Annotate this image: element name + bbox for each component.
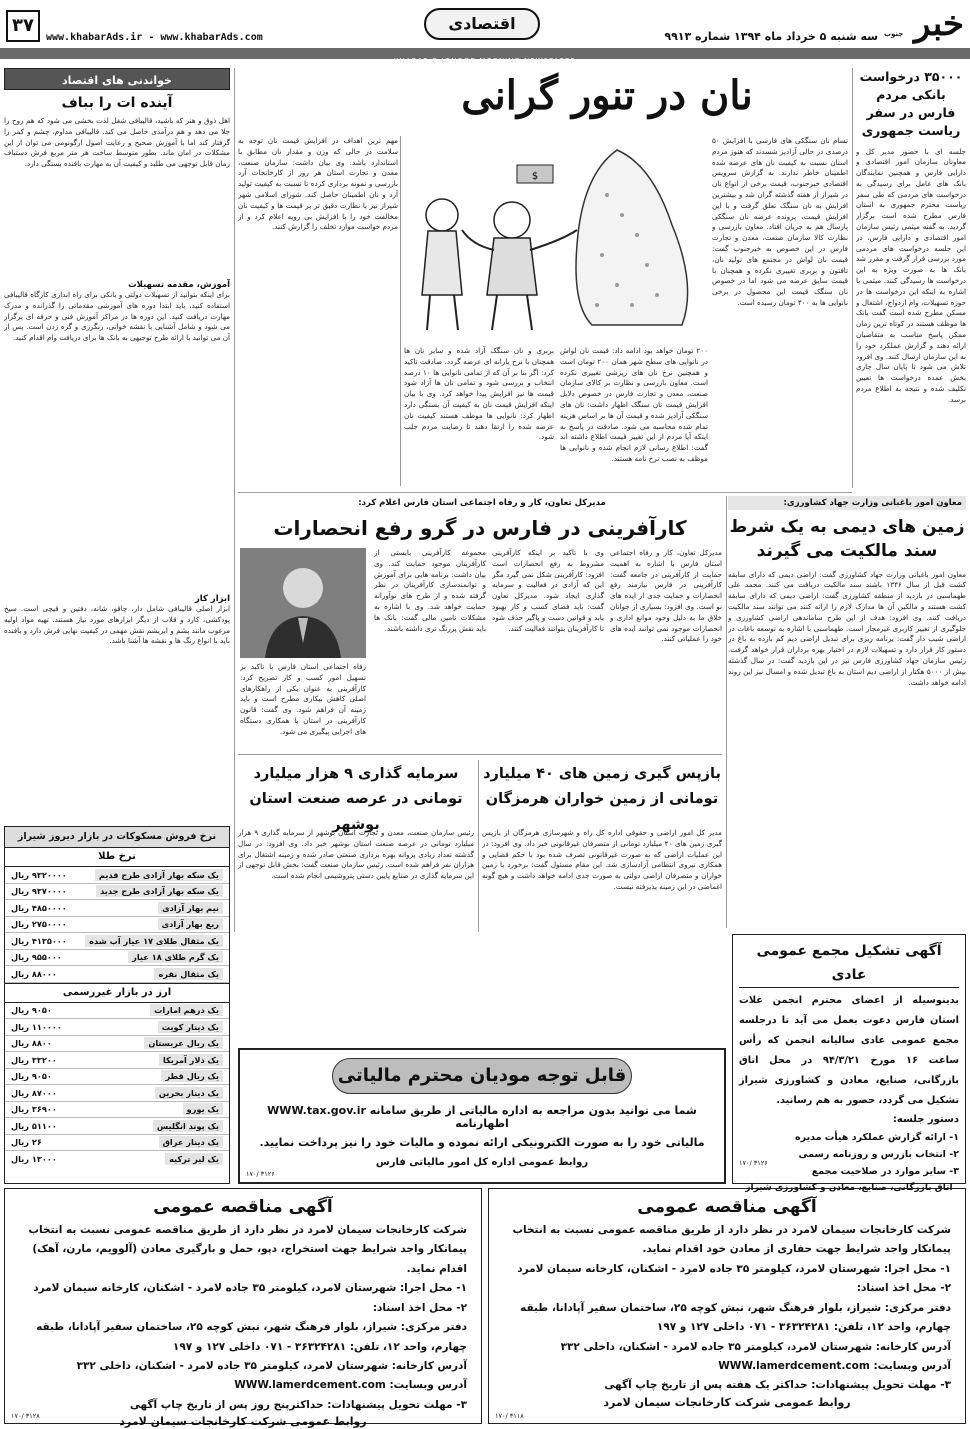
entrepreneurship-kicker: مدیرکل تعاون، کار و رفاه اجتماعی استان فارس اعلام کرد: [358, 498, 606, 508]
logo [884, 2, 964, 46]
price-row: یک مثقال طلای ۱۷ عیار آب شده ۴۱۳۵۰۰۰ ریال [5, 933, 229, 950]
price-table [4, 826, 230, 1184]
bread-story-col3: بربری و نان سنگک آزاد شده و سایر نان ها همچنان با نرخ یارانه ای عرضه گردد. صادقت تاکید کرد: اگر بنا بر آن که از تمامی نانوایی ها ۱۰ درصد انتخاب و بررسی شود و تمامی نان ها آزاد شود قیمت ها نیز افزایش پیدا خواهد کرد. وی با بیان اینکه افزایش قیمت نان به کیفیت آن بستگی دارد اظهار کرد: نانوایی ها موظف هستند کیفیت نان عرضه شده را ارتقا دهند تا رضایت مردم جلب شود. [404, 346, 554, 442]
tax-ad-line2: مالیاتی خود را به صورت الکترونیکی ارائه نموده و مالیات خود را نیز پرداخت نمایید. [259, 1136, 705, 1149]
entrepreneurship-col3: مجموعه کارآفرینی بایستی از کارآفرینان موجود حمایت کند. وی بیان داشت: برنامه هایی برای آموزش و توانمندسازی کارآفرینان در نظر گرفته شده و از طرح های نوآورانه حمایت خواهد شد. وی با اشاره به مشکلات تامین مالی گفت: بانک ها باید نقش پررنگ تری داشته باشند. [374, 548, 486, 633]
price-row: نیم بهار آزادی ۴۸۵۰۰۰۰ ریال [5, 900, 229, 917]
entrepreneurship-col1: مدیرکل تعاون، کار و رفاه اجتماعی استان فارس با اشاره به اهمیت حمایت از کارآفرینی در جامعه گفت: کارآفرینی در فارس نیازمند رفع انحصارات و حمایت جدی از ایده های نو است. وی افزود: بسیاری از جوانان خلاق ما به دلیل وجود موانع اداری و انحصارات موجود نمی توانند ایده های خود را عملیاتی کنند. [610, 548, 722, 644]
divider [726, 496, 727, 928]
tender-left-intro: شرکت کارخانجات سیمان لامرد در نظر دارد از طریق مناقصه عمومی نسبت به انتخاب پیمانکار واجد شرایط جهت استخراج، دپو، حمل و بارگیری معادن (آلوویم، مارن، آهک) اقدام نماید. [28, 1224, 467, 1275]
assembly-ad-intro: بدینوسیله از اعضای محترم انجمن غلات استان فارس دعوت بعمل می آید تا درجلسه مجمع عمومی عادی سالیانه انجمن که رأس ساعت ۱۶ مورخ ۹۴/۳/۲۱ در محل اتاق بازرگانی، صنایع، معادن و کشاورزی شیراز تشکیل می گردد، حضور به هم رسانید. [739, 995, 960, 1107]
tender-left-site: ۱- محل اجرا: شهرستان لامرد، کیلومتر ۳۵ جاده لامرد - اشکنان، کارخانه سیمان لامرد [33, 1282, 467, 1295]
assembly-ad-agenda-title: دستور جلسه: [892, 1114, 959, 1126]
price-row: یک لیر ترکیه ۱۳۰۰۰ ریال [5, 1151, 229, 1168]
ad-code: ۳۱۲۸ /۱۷۰ [11, 1412, 40, 1420]
divider [238, 492, 852, 493]
right-story-body: جلسه ای با حضور مدیر کل و معاونان سازمان امور اقتصادی و دارایی فارس و همچنین نمایندگان بانک های عامل برای رسیدگی به درخواست های مردمی که طی سفر ریاست محترم جمهوری به استان فارس مطرح شده است برگزار گردید. به گفته میثمی رئیس سازمان امور اقتصادی و دارایی فارس، در این جلسه درخواست های مردمی مورد بررسی قرار گرفت و مقرر شد بانک ها به صورت ویژه به این درخواست ها رسیدگی کنند. میثمی با اشاره به اینکه این درخواست ها در حوزه تسهیلات، وام ازدواج، اشتغال و مسکن مطرح شده است گفت بانک ها موظف هستند در کوتاه ترین زمان ممکن پاسخ مناسب به متقاضیان ارائه دهند و گزارش عملکرد خود را به این سازمان ارسال کنند. وی افزود تلاش می شود تا پایان سال جاری بخش عمده درخواست ها تعیین تکلیف شده و نتیجه به اطلاع مردم برسد. [856, 146, 966, 404]
bread-illustration [402, 135, 708, 343]
debt-story-body: مدیر کل امور اراضی و حقوقی اداره کل راه و شهرسازی هرمزگان از بازپس گیری زمین های ۴۰ میلیارد تومانی از متصرفان غیرقانونی خبر داد. وی افزود: در این عملیات اراضی که به صورت غیرقانونی تصرف شده بود با حکم قضایی و همکاری نیروی انتظامی آزادسازی شد. این مقام مسئول گفت: برخورد با زمین خواران و متصرفان اراضی دولتی به صورت جدی ادامه خواهد داشت و هیچ گونه اغماضی در این زمینه پذیرفته نیست. [482, 828, 722, 891]
portrait-photo [240, 548, 366, 658]
tender-left-signature: روابط عمومی شرکت کارخانجات سیمان لامرد [119, 1415, 367, 1429]
divider [852, 68, 853, 488]
tender-right-deadline: ۳- مهلت تحویل پیشنهادات: حداکثر یک هفته پس از تاریخ چاپ آگهی [604, 1379, 951, 1392]
price-row: یک گرم طلای ۱۸ عیار ۹۵۵۰۰۰ ریال [5, 950, 229, 967]
price-row: یک دلار آمریکا ۳۳۲۰۰ ریال [5, 1052, 229, 1069]
economy-box [4, 68, 230, 820]
page-number: ۳۷ [6, 10, 40, 42]
logo-text: خبر [913, 4, 964, 44]
gold-title: نرخ طلا [5, 848, 229, 867]
tender-right-title: آگهی مناقصه عمومی [637, 1197, 817, 1217]
tender-right-factory: آدرس کارخانه: شهرستان لامرد، کیلومتر ۳۵ جاده لامرد - اشکنان، داخلی ۳۳۲ [560, 1340, 951, 1353]
economy-box-body2: برای اینکه بتوانید از تسهیلات دولتی و بانکی برای راه اندازی کارگاه قالیبافی استفاده کنید، باید ابتدا دوره های آموزشی مقدماتی را گذرانده و مدرک مهارت دریافت کنید. این دوره ها در مراکز آموزش فنی و حرفه ای برگزار می شود و شامل آشنایی با نقشه خوانی، رنگرزی و گره زدن است. پس از آن می توانید با ارائه طرح توجیهی به بانک ها برای دریافت وام اقدام کنید. [4, 290, 230, 343]
tender-left-title: آگهی مناقصه عمومی [153, 1197, 333, 1217]
price-row: یک سکه بهار آزادی طرح قدیم ۹۳۲۰۰۰۰ ریال [5, 867, 229, 884]
tender-right-intro: شرکت کارخانجات سیمان لامرد در نظر دارد از طریق مناقصه عمومی نسبت به انتخاب پیمانکار واجد شرایط جهت حفاری از معادن خود اقدام نماید. [512, 1224, 951, 1256]
price-row: یک ریال قطر ۹۰۵۰ ریال [5, 1069, 229, 1086]
tax-ad-title: قابل توجه مودیان محترم مالیاتی [332, 1058, 632, 1094]
cartoon-icon [402, 135, 708, 343]
price-row: یک سکه بهار آزادی طرح جدید ۹۳۷۰۰۰۰ ریال [5, 884, 229, 901]
tender-right-office: دفتر مرکزی: شیراز، بلوار فرهنگ شهر، نبش کوچه ۲۵، ساختمان سفیر آپادانا، طبقه چهارم، واحد ۱۲، تلفن: ۳۶۳۲۴۲۸۱ - ۰۷۱ داخلی ۱۲۷ و ۱۹۷ [520, 1301, 951, 1334]
price-row: ربع بهار آزادی ۲۷۵۰۰۰۰ ریال [5, 917, 229, 934]
price-row: یک دینار عراق ۲۶ ریال [5, 1135, 229, 1152]
tax-ad [238, 1048, 726, 1184]
economy-box-subheading: ابزار کار [194, 594, 230, 604]
entrepreneurship-col2: وی با تاکید بر اینکه کارآفرینی مشروط به رفع انحصارات است افزود: کارآفرینی شکل نمی گیرد مگر این که آزادی در فعالیت و سرمایه گذاری ایجاد شود. مدیرکل تعاون گفت: باید فضای کسب و کار بهبود یابد و قوانین دست و پاگیر حذف شود تا کارآفرینان بتوانند فعالیت کنند. [492, 548, 604, 633]
price-row: یک پوند انگلیس ۵۱۱۰۰ ریال [5, 1118, 229, 1135]
bread-story-col4: مهم ترین اهداف در افزایش قیمت نان توجه به سلامت در حالی که وزن و مقدار نان مطابق با استاندارد باشد. وی بیان داشت: سازمان صنعت، معدن و تجارت استان هر روز از کارخانجات آرد بازرسی و نمونه برداری کرده تا نسبت به کیفیت تولید آرد و نان اطمینان حاصل کند. شورای اسلامی شهر شیراز نیز با نظارت دقیق تر بر قیمت ها و کیفیت نان مخالفت خود را با افزایش بی رویه اعلام کرد و از مردم خواست موارد تخلف را گزارش کنند. [238, 136, 398, 232]
tender-right-site: ۱- محل اجرا: شهرستان لامرد، کیلومتر ۳۵ جاده لامرد - اشکنان، کارخانه سیمان لامرد [517, 1262, 951, 1275]
economy-box-body: اهل ذوق و هنر که باشید، قالیبافی شغل لذت بخشی می شود که هم روح را جلا می دهد و هم درآمدی حاصل می کند. قالیبافی مداوم، چشم و کمر را گرفتار کند اما با آموزش صحیح و رعایت اصول ارگونومی می توان از این مشکلات در امان ماند. بطور متوسط ساخت هر متر مربع فرش دستباف زمان قابل توجهی می طلبد و کیفیت آن به مهارت بافنده بستگی دارد. [4, 116, 230, 169]
right-story [856, 68, 966, 488]
tender-right-website-row: آدرس وبسایت: WWW.lamerdcement.com [489, 1357, 965, 1376]
assembly-ad-title: آگهی تشکیل مجمع عمومی عادی [739, 939, 959, 988]
lead-headline: نان در تنور گرانی [461, 72, 753, 119]
tender-left-website[interactable]: WWW.lamerdcement.com [234, 1379, 386, 1392]
price-row: یک دینار بحرین ۸۷۰۰۰ ریال [5, 1085, 229, 1102]
fx-list [5, 1003, 229, 1168]
price-row: یک دینار کویت ۱۱۰۰۰۰ ریال [5, 1019, 229, 1036]
investment-story-body: رئیس سازمان صنعت، معدن و تجارت استان بوشهر از سرمایه گذاری ۹ هزار میلیارد تومانی در عرصه صنعت استان بوشهر خبر داد. وی افزود: در سال گذشته تعداد زیادی پروانه بهره برداری صنعتی صادر شده و زمینه اشتغال برای هزاران نفر فراهم شده است. رئیس سازمان صنعت گفت: بخش قابل توجهی از این سرمایه گذاری در صنایع پایین دستی پتروشیمی انجام شده است. [238, 828, 474, 881]
debt-story-headline: بازپس گیری زمین های ۴۰ میلیارد تومانی از زمین خواران هرمزگان [483, 766, 721, 808]
tender-left-website-row: آدرس وبسایت: WWW.lamerdcement.com [5, 1376, 481, 1395]
gold-list [5, 867, 229, 983]
website-url[interactable]: www.khabarAds.ir - www.khabarAds.com [46, 32, 263, 43]
economy-box-headline: آینده ات را بباف [61, 95, 173, 111]
person-icon [240, 548, 366, 658]
tender-right [488, 1188, 966, 1424]
agenda-item: ۲- انتخاب بازرس و روزنامه رسمی [798, 1149, 959, 1161]
entrepreneurship-headline: کارآفرینی در فارس در گرو رفع انحصارات [273, 516, 687, 540]
investment-story-headline: سرمایه گذاری ۹ هزار میلیارد تومانی در عرصه صنعت استان بوشهر [249, 766, 463, 833]
english-band: KHABAR-E-JONOOB MORNING NEWSPAPER [0, 48, 970, 59]
land-story-headline: زمین های دیمی به یک شرط سند مالکیت می گیرند [729, 517, 965, 561]
entrepreneurship-col4: رفاه اجتماعی استان فارس با تاکید بر تسهیل امور کسب و کار تصریح کرد: کارآفرینی به عنوان یکی از راهکارهای اصلی کاهش بیکاری مطرح است و باید زمینه آن فراهم شود. وی گفت: قانون کارآفرینی در استان با همکاری دستگاه های اجرایی پیگیری می شود. [240, 662, 366, 736]
bread-story-col2: ۲۰۰ تومان خواهد بود ادامه داد: قیمت نان لواش در نانوایی های سطح شهر همان ۲۰۰ تومان است و همچنین نرخ نان های ریزشی تغییری نکرده است. معاون بازرسی و نظارت بر کالای سازمان صنعت، معدن و تجارت فارس در خصوص دلایل افزایش قیمت نان سنگک اظهار داشت: نان های سنگکی آزادپز شده و قیمت آن ها بر اساس هزینه تمام شده محاسبه می شود. صادقت در پاسخ به اینکه آیا مردم از این تغییر قیمت اطلاع داشته اند گفت: اطلاع رسانی لازم انجام شده و نانوایی ها موظف به نصب نرخ نامه هستند. [560, 346, 708, 463]
agenda-item: ۳- سایر موارد در صلاحیت مجمع [811, 1166, 959, 1178]
tender-right-docs-title: ۲- محل اخذ اسناد: [856, 1282, 951, 1295]
price-row: یک مثقال نقره ۸۸۰۰۰ ریال [5, 966, 229, 983]
section-label: اقتصادی [424, 8, 540, 40]
ad-code: ۳۱۲۶ /۱۷۰ [246, 1170, 275, 1178]
land-story-kicker: معاون امور باغبانی وزارت جهاد کشاورزی: [728, 496, 966, 510]
price-table-title: نرخ فروش مسکوکات در بازار دیروز شیراز [5, 827, 229, 848]
ad-code: ۳۱۱۸ /۱۷۰ [495, 1412, 524, 1420]
logo-subtext: جنوب [884, 30, 904, 38]
bread-story-col1: تسام نان سنگکی های فارسی با افزایش ۵۰ درصدی در حالی آزادپز شسدند که هنوز مردم استان نسبت به کیفیت نان های عرضه شده اطمینان خاطر ندارند. به گزارش سرویس اقتصادی خبرجنوب، قیمت برخی از انواع نان در شیراز از هفته گذشته گران شد و بیشترین افزایش به نان سنگک تعلق گرفت و با این افزایش قیمت، پرونده عرضه نان سنگکی پارسال هم به جریان افتاد. معاون بازرسی و نظارت کالا سازمان صنعت، معدن و تجارت فارس در این خصوص به خبرجنوب گفت: قیمت نان لواش در مجتمع های تولید نان، تافتون و بربری تغییری نکرده و همچنان با قیمت سابق عرضه می شود اما در خصوص نان سنگک قیمت این محصول در برخی نانوایی ها به ۴۰۰ تومان رسیده است. [712, 136, 848, 307]
divider [238, 754, 722, 755]
svg-text:$: $ [531, 171, 539, 182]
price-row: یک یورو ۳۶۹۰۰ ریال [5, 1102, 229, 1119]
price-row: یک ریال عربستان ۸۸۰۰ ریال [5, 1036, 229, 1053]
assembly-ad-signature: اتاق بازرگانی، صنایع، معادن و کشاورزی شیراز [745, 1183, 953, 1194]
tender-left-office: دفتر مرکزی: شیراز، بلوار فرهنگ شهر، نبش کوچه ۲۵، ساختمان سفیر آپادانا، طبقه چهارم، واحد ۱۲، تلفن: ۳۶۳۲۴۲۸۱ - ۰۷۱ داخلی ۱۲۷ و ۱۹۷ [36, 1321, 467, 1353]
divider [234, 68, 235, 932]
fx-title: ارز در بازار غیررسمی [5, 983, 229, 1003]
divider [478, 760, 479, 932]
tender-right-website[interactable]: WWW.lamerdcement.com [718, 1359, 870, 1372]
economy-box-subheading: آموزش، مقدمه تسهیلات [128, 280, 230, 290]
economy-box-title: خواندنی های اقتصاد [4, 68, 230, 90]
right-story-headline: ۳۵۰۰۰ درخواست بانکی مردم فارس در سفر ریاست جمهوری [859, 69, 963, 139]
tender-left [4, 1188, 482, 1429]
tax-ad-line1: شما می توانید بدون مراجعه به اداره مالیاتی از طریق سامانه WWW.tax.gov.ir اظهارنامه [267, 1104, 697, 1130]
divider [400, 136, 401, 486]
date-line: سه شنبه ۵ خرداد ماه ۱۳۹۴ شماره ۹۹۱۳ [664, 30, 878, 43]
tender-left-deadline: ۳- مهلت تحویل پیشنهادات: حداکثرپنج روز پس از تاریخ چاپ آگهی [129, 1398, 467, 1411]
tender-left-docs-title: ۲- محل اخذ اسناد: [372, 1301, 467, 1314]
price-row: یک درهم امارات ۹۰۵۰ ریال [5, 1003, 229, 1020]
land-story-body: معاون امور باغبانی وزارت جهاد کشاورزی گفت: اراضی دیمی که دارای سابقه کشت قبل از سال ۱۳۴۶ باشند سند مالکیت دریافت می کنند. محمد علی طهماسبی در بازدید از منطقه کشاورزی گفت: اراضی دیمی که دارای سابقه کشت هستند و مالکین آن ها مدارک لازم را ارائه کنند می توانند سند مالکیت دریافت کنند. وی افزود: هدف از این طرح ساماندهی اراضی کشاورزی و جلوگیری از تغییر کاربری غیرمجاز است. طهماسبی با اشاره به توسعه باغات در اراضی شیب دار گفت: برنامه ریزی برای تبدیل اراضی دیم کم بازده به باغ در دستور کار قرار دارد و تسهیلات لازم در اختیار بهره برداران قرار خواهد گرفت. رئیس سازمان جهاد کشاورزی فارس نیز در این بازدید گفت: در سال گذشته بیش از ۵۰۰۰ هکتار از اراضی دیم استان به باغ تبدیل شده و امسال نیز این روند ادامه خواهد داشت. [728, 569, 966, 687]
assembly-ad [732, 934, 966, 1194]
tender-left-factory: آدرس کارخانه: شهرستان لامرد، کیلومتر ۳۵ جاده لامرد - اشکنان، داخلی ۳۳۲ [76, 1359, 467, 1372]
masthead [0, 0, 970, 65]
economy-box-body3: ابزار اصلی قالیبافی شامل دار، چاقو، شانه، دفتین و قیچی است. سیخ پودکشی، کارد و قلاب از دیگر ابزارهای مورد نیاز هستند. تهیه مواد اولیه مرغوب مانند پشم و ابریشم نقش مهمی در کیفیت نهایی فرش دارد و بافنده باید با انواع رنگ ها و نقشه ها آشنا باشد. [4, 604, 230, 646]
tax-ad-signature: روابط عمومی اداره کل امور مالیاتی فارس [375, 1157, 589, 1168]
tender-right-signature: روابط عمومی شرکت کارخانجات سیمان لامرد [603, 1395, 851, 1409]
land-story [728, 496, 966, 928]
ad-code: ۳۱۲۶ /۱۷۰ [739, 1159, 768, 1167]
agenda-item: ۱- ارائه گزارش عملکرد هیأت مدیره [795, 1132, 959, 1144]
